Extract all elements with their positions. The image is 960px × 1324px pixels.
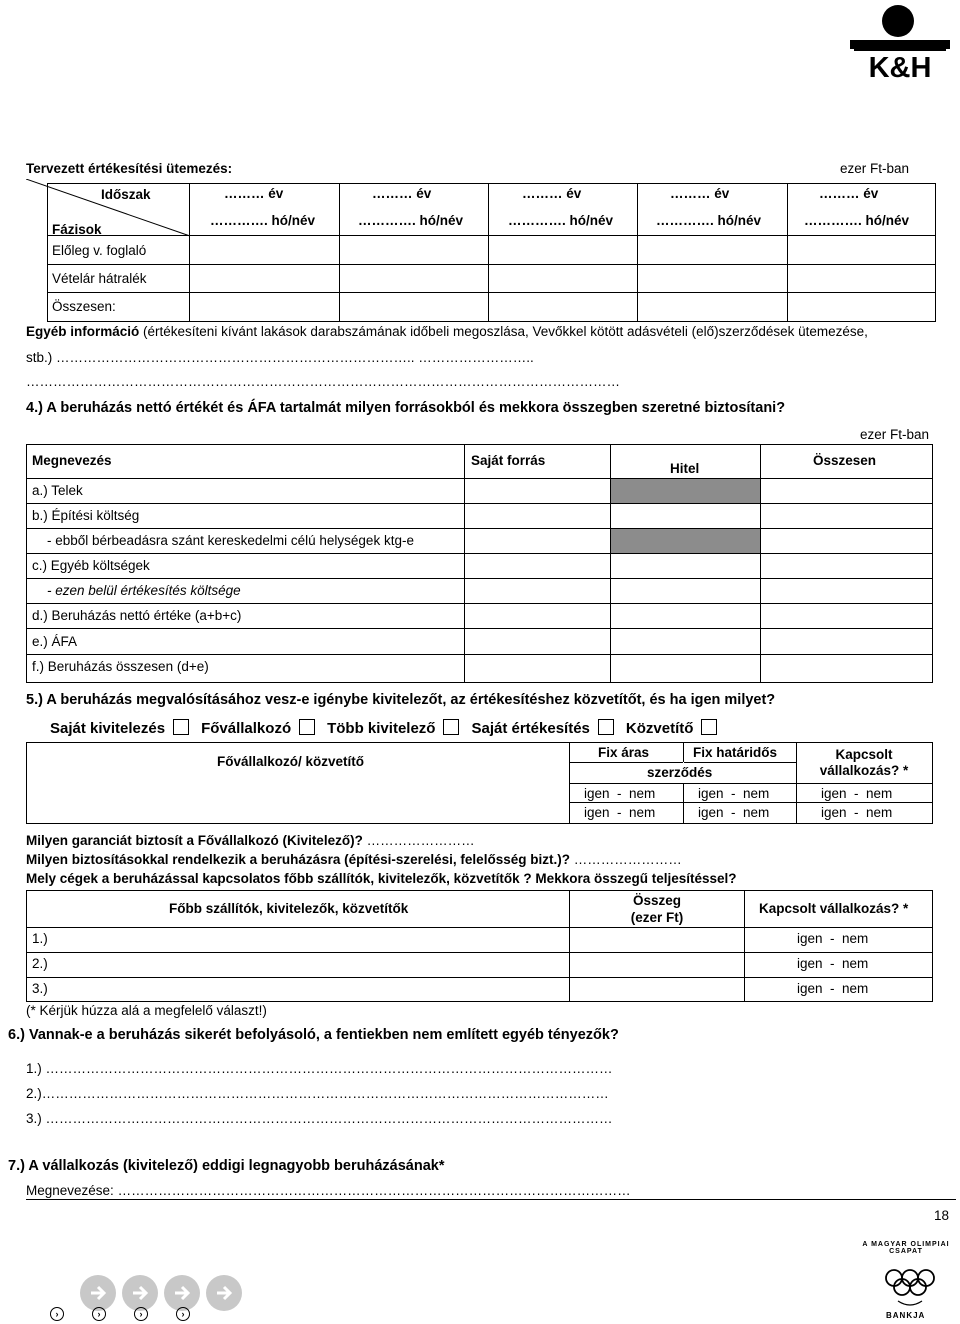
nav-next-button[interactable] [164, 1275, 200, 1311]
header-own-source: Saját forrás [471, 453, 546, 468]
supplier-row-1: 1.) [32, 931, 48, 946]
nav-first-button[interactable] [80, 1275, 116, 1311]
checkbox-own-construction[interactable] [173, 719, 189, 735]
other-info-label: Egyéb információ [26, 324, 140, 339]
supplier-yesno-2: igen - nem [797, 956, 869, 971]
schedule-title: Tervezett értékesítési ütemezés: [26, 161, 233, 176]
underline-note: (* Kérjük húzza alá a megfelelő választ!) [26, 1003, 267, 1018]
supplier-row-2: 2.) [32, 956, 48, 971]
section6-line-2: 2.)……………………………………………………………………………………………………………… [26, 1086, 609, 1101]
other-info-text: (értékesíteni kívánt lakások darabszámának időbeli megoszlása, Vevőkkel kötött adásvételi (elő)szerződések ütemezése, [139, 324, 868, 339]
page-number: 18 [934, 1208, 950, 1223]
olympic-bank-text: BANKJA [886, 1311, 926, 1320]
section7-title: 7.) A vállalkozás (kivitelező) eddigi legnagyobb beruházásának* [8, 1158, 445, 1174]
small-arrow-icon-1[interactable]: › [50, 1307, 64, 1321]
option-agent: Közvetítő [625, 720, 694, 737]
section6-line-1: 1.) ……………………………………………………………………………………………………………… [26, 1061, 613, 1076]
checkbox-multiple-contractors[interactable] [443, 719, 459, 735]
arrow-right-icon [171, 1282, 193, 1304]
period-year-2: ……… év [372, 186, 432, 201]
header-name: Megnevezés [32, 453, 112, 468]
supplier-row-3: 3.) [32, 981, 48, 996]
small-arrow-icon-3[interactable]: › [134, 1307, 148, 1321]
corner-period-label: Időszak [101, 187, 151, 202]
nav-prev-button[interactable] [122, 1275, 158, 1311]
yes-no-1b: igen - nem [698, 786, 770, 801]
header-fix-deadline: Fix határidős [693, 745, 778, 760]
section5-title: 5.) A beruházás megvalósításához vesz-e igénybe kivitelezőt, az értékesítéshez közvetítőt, és ha igen milyet? [26, 692, 776, 708]
checkbox-main-contractor[interactable] [299, 719, 315, 735]
period-month-3: …………. hó/név [508, 213, 614, 228]
shaded-cell-telek [611, 479, 760, 503]
other-info-stb: stb.) …………………………………………………………………….. …………………….. [26, 350, 534, 365]
row-total: Összesen: [52, 299, 116, 314]
suppliers-table [26, 890, 933, 1002]
header-related-company: Kapcsolt vállalkozás? * [819, 747, 909, 778]
yes-no-2a: igen - nem [584, 805, 656, 820]
small-arrow-icon-2[interactable]: › [92, 1307, 106, 1321]
yes-no-1a: igen - nem [584, 786, 656, 801]
shaded-cell-commercial [611, 529, 760, 553]
corner-phase-label: Fázisok [52, 222, 102, 237]
period-year-3: ……… év [522, 186, 582, 201]
kh-logo-text: K&H [868, 52, 932, 84]
row-a: a.) Telek [32, 483, 83, 498]
period-month-4: …………. hó/név [656, 213, 762, 228]
olympic-ring-text: A MAGYAR OLIMPIAI CSAPAT [862, 1241, 950, 1255]
guarantee-question: Milyen garanciát biztosít a Fővállalkozó (Kivitelező)? …………………… [26, 833, 475, 848]
kh-logo [848, 2, 952, 84]
funding-table [26, 444, 933, 683]
row-f: f.) Beruházás összesen (d+e) [32, 659, 209, 674]
row-c: c.) Egyéb költségek [32, 558, 150, 573]
insurance-question: Milyen biztosításokkal rendelkezik a beruházásra (építési-szerelési, felelősség bizt.)? …………………… [26, 852, 682, 867]
option-own-sales: Saját értékesítés [471, 720, 590, 737]
header-contractor-agent: Fővállalkozó/ közvetítő [217, 754, 365, 769]
supplier-yesno-1: igen - nem [797, 931, 869, 946]
option-multiple-contractors: Több kivitelező [327, 720, 436, 737]
period-year-5: ……… év [819, 186, 879, 201]
contractor-table [26, 742, 933, 824]
section4-unit: ezer Ft-ban [860, 427, 930, 442]
section4-title: 4.) A beruházás nettó értékét és ÁFA tartalmát milyen forrásokból és mekkora összegben szeretné biztosítani? [26, 400, 786, 416]
header-contract: szerződés [647, 765, 713, 780]
row-b: b.) Építési költség [32, 508, 140, 523]
row-d: d.) Beruházás nettó értéke (a+b+c) [32, 608, 242, 623]
row-b-sub: - ebből bérbeadásra szánt kereskedelmi célú helységek ktg-e [47, 533, 414, 548]
other-info-dots: …………………………………………………………………………………………………………………… [26, 374, 620, 389]
olympic-team-bank-logo [858, 1235, 954, 1321]
section6-title: 6.) Vannak-e a beruházás sikerét befolyásoló, a fentiekben nem említett egyéb tényezők? [8, 1027, 619, 1043]
footer-divider [26, 1199, 956, 1200]
yes-no-2c: igen - nem [821, 805, 893, 820]
other-info [26, 324, 946, 339]
header-suppliers: Főbb szállítók, kivitelezők, közvetítők [169, 901, 409, 916]
section7-name: Megnevezése: …………………………………………………………………………………………………… [26, 1183, 631, 1198]
header-fix-price: Fix áras [598, 745, 650, 760]
schedule-unit: ezer Ft-ban [840, 161, 910, 176]
contractor-options [50, 719, 729, 737]
period-month-1: …………. hó/név [210, 213, 316, 228]
header-related: Kapcsolt vállalkozás? * [759, 901, 909, 916]
header-total: Összesen [813, 453, 877, 468]
suppliers-question: Mely cégek a beruházással kapcsolatos főbb szállítók, kivitelezők, közvetítők ? Mekkora összegű teljesítéssel? [26, 871, 737, 886]
row-deposit: Előleg v. foglaló [52, 243, 147, 258]
period-month-5: …………. hó/név [804, 213, 910, 228]
yes-no-1c: igen - nem [821, 786, 893, 801]
row-c-sub: - ezen belül értékesítés költsége [47, 583, 241, 598]
row-balance: Vételár hátralék [52, 271, 147, 286]
section6-line-3: 3.) ……………………………………………………………………………………………………………… [26, 1111, 613, 1126]
header-loan: Hitel [670, 461, 700, 476]
small-arrow-icon-4[interactable]: › [176, 1307, 190, 1321]
arrow-right-icon [87, 1282, 109, 1304]
period-month-2: …………. hó/név [358, 213, 464, 228]
period-year-1: ……… év [224, 186, 284, 201]
checkbox-own-sales[interactable] [598, 719, 614, 735]
schedule-table [47, 183, 936, 322]
arrow-right-icon [213, 1282, 235, 1304]
checkbox-agent[interactable] [701, 719, 717, 735]
arrow-right-icon [129, 1282, 151, 1304]
supplier-yesno-3: igen - nem [797, 981, 869, 996]
yes-no-2b: igen - nem [698, 805, 770, 820]
row-e: e.) ÁFA [32, 634, 78, 649]
nav-last-button[interactable] [206, 1275, 242, 1311]
option-main-contractor: Fővállalkozó [201, 720, 292, 737]
period-year-4: ……… év [670, 186, 730, 201]
option-own-construction: Saját kivitelezés [50, 720, 166, 737]
header-amount: Összeg (ezer Ft) [630, 893, 684, 925]
